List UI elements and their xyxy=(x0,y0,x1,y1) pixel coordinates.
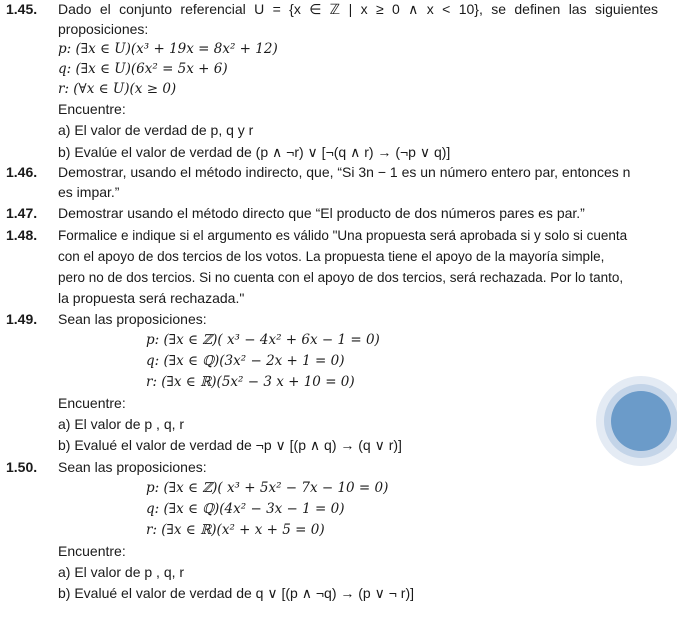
exercise-1-45-proposition-q: q: (∃x ∈ U)(6x² = 5x + 6) xyxy=(58,61,228,77)
exercise-number-1-47: 1.47. xyxy=(6,205,38,221)
exercise-1-45-text-line-2: proposiciones: xyxy=(58,21,149,37)
exercise-1-45-item-a: a) El valor de verdad de p, q y r xyxy=(58,122,254,138)
exercise-1-48-text-line-2: con el apoyo de dos tercios de los votos. La propuesta tiene el apoyo de la mayoría simple, xyxy=(58,249,605,264)
exercise-1-50-proposition-p: p: (∃x ∈ ℤ)( x³ + 5x² − 7x − 10 = 0) xyxy=(146,480,389,496)
exercise-1-46-text-line-1: Demostrar, usando el método indirecto, que, “Si 3n − 1 es un número entero par, entonces n xyxy=(58,164,631,180)
exercise-1-50-item-a: a) El valor de p , q, r xyxy=(58,564,185,580)
exercise-number-1-45: 1.45. xyxy=(6,1,38,17)
exercise-1-45-proposition-p: p: (∃x ∈ U)(x³ + 19x = 8x² + 12) xyxy=(58,41,278,57)
exercise-1-49-proposition-p: p: (∃x ∈ ℤ)( x³ − 4x² + 6x − 1 = 0) xyxy=(146,332,380,348)
exercise-1-49-item-b: b) Evalué el valor de verdad de ¬p ∨ [(p ∧ q) → (q ∨ r)] xyxy=(58,437,402,453)
exercise-1-50-proposition-q: q: (∃x ∈ ℚ)(4x² − 3x − 1 = 0) xyxy=(146,501,345,517)
exercise-1-45-proposition-r: r: (∀x ∈ U)(x ≥ 0) xyxy=(58,81,177,97)
exercise-1-49-intro: Sean las proposiciones: xyxy=(58,311,207,327)
exercise-number-1-49: 1.49. xyxy=(6,311,38,327)
exercise-1-45-text-line-1: Dado el conjunto referencial U = {x ∈ ℤ | x ≥ 0 ∧ x < 10}, se definen las siguientes xyxy=(58,1,658,17)
exercise-1-45-encuentre: Encuentre: xyxy=(58,101,126,117)
exercise-1-50-encuentre: Encuentre: xyxy=(58,543,126,559)
exercise-1-49-item-a: a) El valor de p , q, r xyxy=(58,416,185,432)
exercise-1-50-item-b: b) Evalué el valor de verdad de q ∨ [(p ∧ ¬q) → (p ∨ ¬ r)] xyxy=(58,585,415,601)
exercise-1-46-text-line-2: es impar.” xyxy=(58,184,120,200)
exercise-number-1-50: 1.50. xyxy=(6,459,38,475)
exercise-1-49-encuentre: Encuentre: xyxy=(58,395,126,411)
exercise-1-49-proposition-r: r: (∃x ∈ ℝ)(5x² − 3 x + 10 = 0) xyxy=(146,374,355,390)
exercise-1-50-intro: Sean las proposiciones: xyxy=(58,459,207,475)
exercise-number-1-48: 1.48. xyxy=(6,227,38,243)
exercise-1-49-proposition-q: q: (∃x ∈ ℚ)(3x² − 2x + 1 = 0) xyxy=(146,353,345,369)
exercise-1-47-text-line-1: Demostrar usando el método directo que “El producto de dos números pares es par.” xyxy=(58,205,585,221)
exercise-1-50-proposition-r: r: (∃x ∈ ℝ)(x² + x + 5 = 0) xyxy=(146,522,325,538)
decorative-circle-core xyxy=(611,391,671,451)
exercise-1-48-text-line-4: la propuesta será rechazada." xyxy=(58,290,245,306)
exercise-1-48-text-line-1: Formalice e indique si el argumento es válido "Una propuesta será aprobada si y solo si cuenta xyxy=(58,228,628,243)
exercise-number-1-46: 1.46. xyxy=(6,164,38,180)
exercise-1-45-item-b: b) Evalúe el valor de verdad de (p ∧ ¬r) ∨ [¬(q ∧ r) → (¬p ∨ q)] xyxy=(58,144,451,160)
exercise-1-48-text-line-3: pero no de dos tercios. Si no cuenta con el apoyo de dos tercios, será rechazada. Por lo tanto, xyxy=(58,270,624,285)
